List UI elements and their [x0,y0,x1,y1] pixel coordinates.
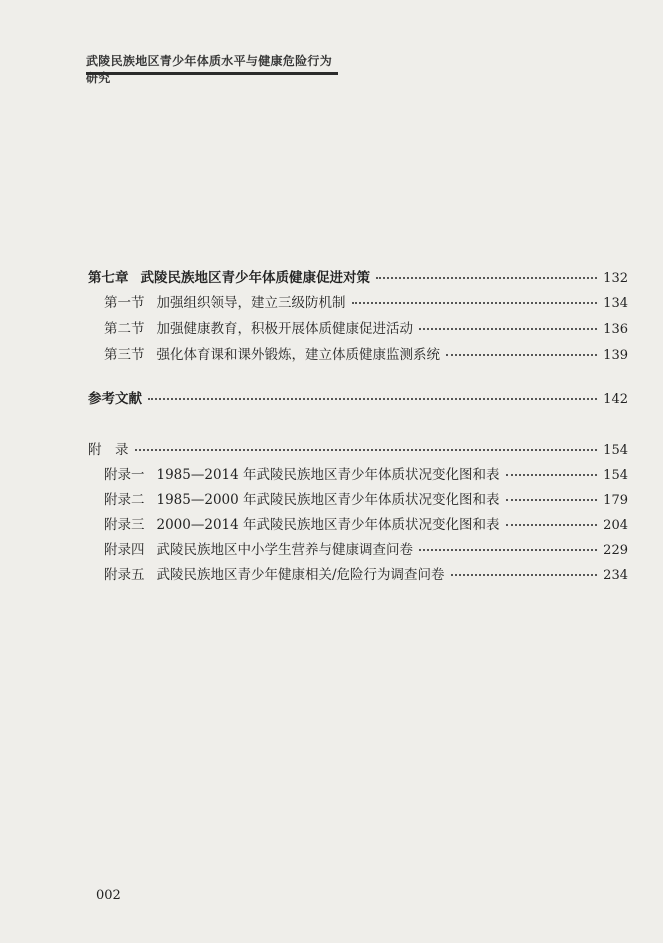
toc-entry-title: 1985—2000 年武陵民族地区青少年体质状况变化图和表 [156,492,500,508]
dot-leader [419,328,597,330]
dot-leader [352,302,598,304]
dot-leader [419,549,597,551]
toc-entry-appendix-item[interactable] [88,488,628,510]
toc-entry-title: 强化体育课和课外锻炼，建立体质健康监测系统 [156,347,440,363]
dot-leader [506,524,598,526]
show-through-texture [88,92,608,242]
dot-leader [148,398,597,400]
dot-leader [135,449,598,451]
toc-entry-references[interactable] [88,387,628,409]
toc-entry-appendix[interactable] [88,438,628,460]
show-through-texture [88,600,608,860]
toc-entry-number: 第三节 [104,347,145,363]
toc-entry-page: 136 [603,322,628,337]
toc-entry-page: 154 [603,468,628,483]
toc-entry-appendix-item[interactable] [88,513,628,535]
toc-entry-title: 武陵民族地区青少年体质健康促进对策 [140,270,370,286]
dot-leader [446,354,597,356]
toc-entry-title: 2000—2014 年武陵民族地区青少年体质状况变化图和表 [156,517,500,533]
toc-entry-number: 第一节 [104,295,145,311]
dot-leader [506,499,598,501]
toc-entry-section[interactable] [88,291,628,313]
toc-entry-number: 参考文献 [88,391,142,407]
toc-entry-number: 附 录 [88,442,129,458]
toc-entry-page: 154 [603,443,628,458]
header-rule [86,72,338,75]
toc-entry-number: 第七章 [88,270,129,286]
toc-entry-chapter-7[interactable] [88,266,628,288]
dot-leader [376,277,597,279]
toc-entry-number: 附录二 [104,492,145,508]
toc-entry-section[interactable] [88,317,628,339]
toc-entry-number: 附录三 [104,517,145,533]
toc-entry-number: 附录五 [104,567,145,583]
dot-leader [451,574,598,576]
toc-entry-title: 加强健康教育，积极开展体质健康促进活动 [156,321,413,337]
toc-entry-page: 179 [603,493,628,508]
toc-entry-page: 142 [603,392,628,407]
toc-entry-appendix-item[interactable] [88,563,628,585]
toc-entry-section[interactable] [88,343,628,365]
running-header: 武陵民族地区青少年体质水平与健康危险行为研究 [86,54,333,85]
toc-entry-appendix-item[interactable] [88,538,628,560]
toc-entry-title: 加强组织领导，建立三级防机制 [156,295,346,311]
toc-entry-page: 134 [603,296,628,311]
toc-entry-page: 139 [603,348,628,363]
toc-entry-page: 132 [603,271,628,286]
toc-entry-page: 204 [603,518,628,533]
toc-entry-number: 第二节 [104,321,145,337]
toc-entry-number: 附录一 [104,467,145,483]
toc-entry-title: 1985—2014 年武陵民族地区青少年体质状况变化图和表 [156,467,500,483]
toc-entry-page: 234 [603,568,628,583]
toc-entry-appendix-item[interactable] [88,463,628,485]
dot-leader [506,474,598,476]
toc-entry-title: 武陵民族地区中小学生营养与健康调查问卷 [156,542,413,558]
toc-entry-title: 武陵民族地区青少年健康相关/危险行为调查问卷 [156,567,445,583]
toc-entry-page: 229 [603,543,628,558]
toc-entry-number: 附录四 [104,542,145,558]
page-number: 002 [96,888,121,903]
